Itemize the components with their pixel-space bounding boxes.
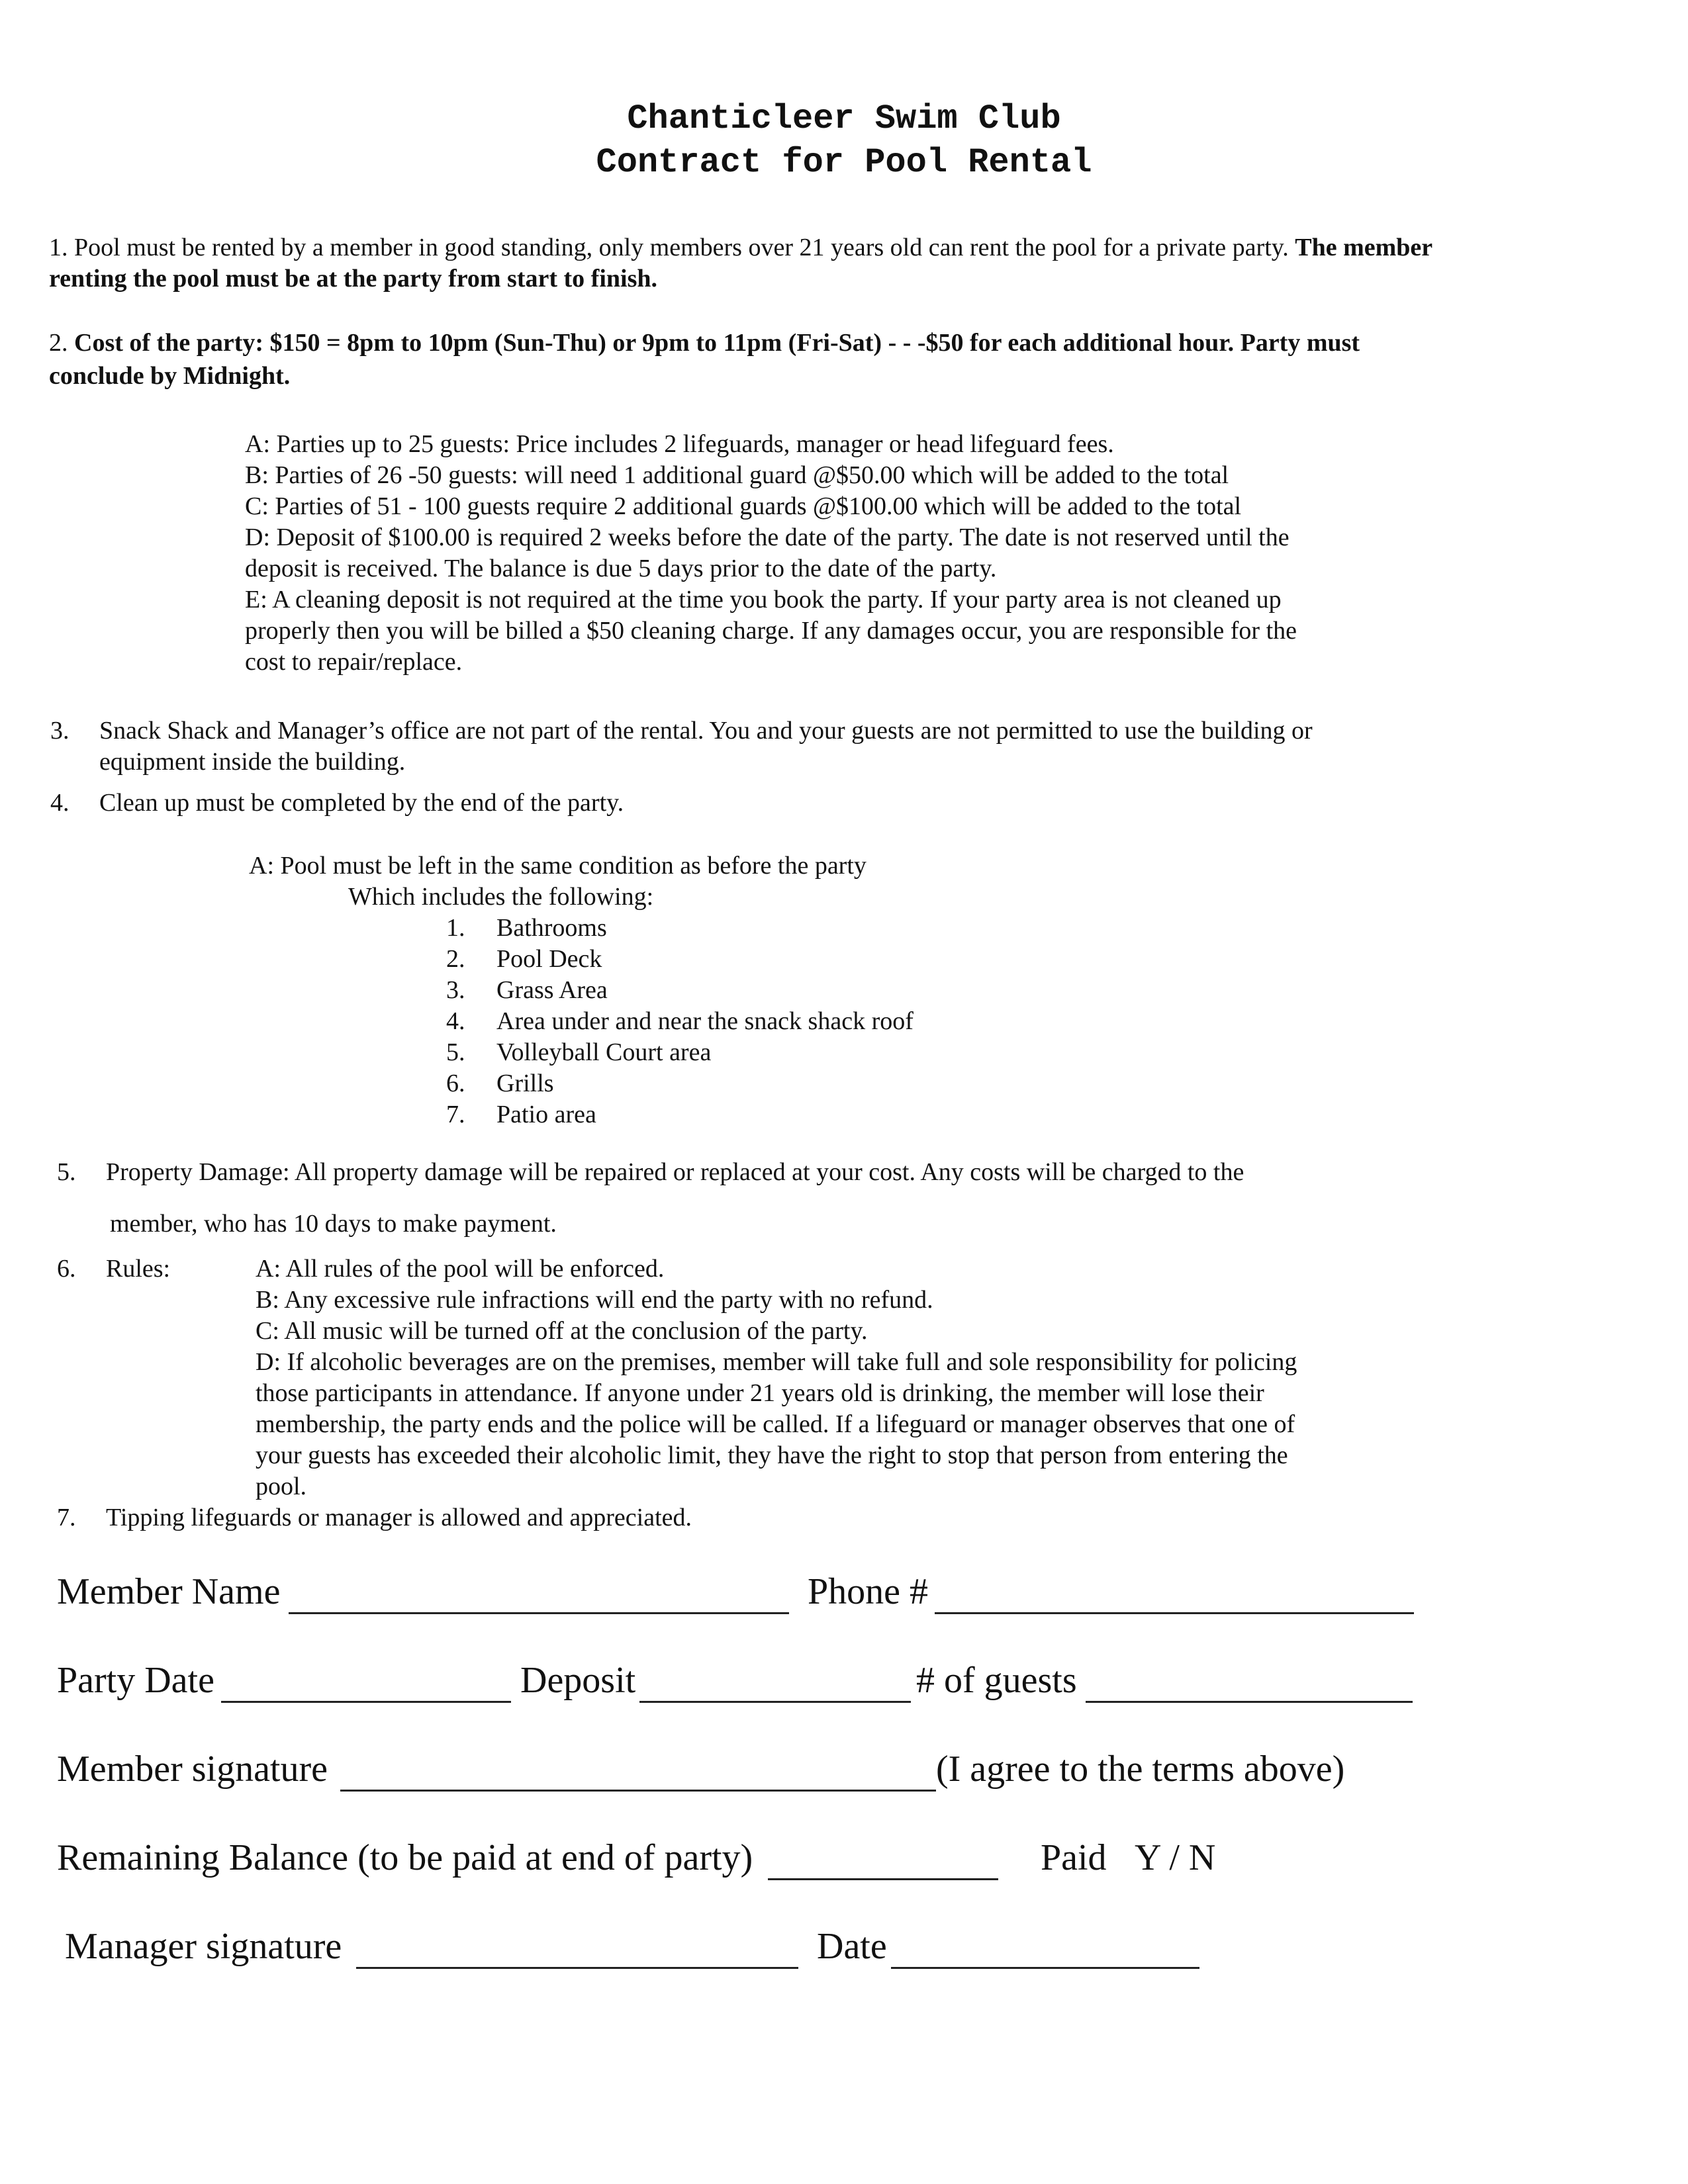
cleanup-item-2: Pool Deck [496, 945, 602, 973]
party-date-field[interactable] [221, 1701, 511, 1703]
phone-label: Phone # [808, 1571, 928, 1612]
paid-label: Paid [1041, 1837, 1107, 1878]
rule-3-number: 3. [50, 717, 70, 745]
cleanup-item-4-number: 4. [446, 1007, 465, 1035]
rule-4-number: 4. [50, 789, 70, 817]
rule-2-text: Cost of the party: $150 = 8pm to 10pm (Sun-Thu) or 9pm to 11pm (Fri-Sat) - - -$50 for each additional hour. Party must [74, 329, 1360, 357]
rule-7-text: Tipping lifeguards or manager is allowed and appreciated. [106, 1504, 692, 1531]
date-label: Date [817, 1926, 887, 1967]
cleanup-item-6-number: 6. [446, 1069, 465, 1097]
rule-2-sub-e: E: A cleaning deposit is not required at the time you book the party. If your party area is not cleaned up [245, 586, 1282, 614]
rule-2-sub-e-cont-2: cost to repair/replace. [245, 648, 463, 676]
document-subtitle: Contract for Pool Rental [596, 143, 1092, 182]
rule-1-text: 1. Pool must be rented by a member in good standing, only members over 21 years old can rent the pool for a private party. [49, 234, 1289, 261]
rule-2-line-1 [49, 327, 1360, 359]
rule-2-number: 2. [49, 329, 68, 357]
rule-2-line-2: conclude by Midnight. [49, 362, 291, 390]
member-name-label: Member Name [57, 1571, 281, 1612]
guests-label: # of guests [916, 1660, 1077, 1701]
cleanup-item-3-number: 3. [446, 976, 465, 1004]
rule-5-line-1: Property Damage: All property damage will be repaired or replaced at your cost. Any costs will be charged to the [106, 1158, 1244, 1186]
rule-5-line-2: member, who has 10 days to make payment. [110, 1210, 557, 1238]
member-signature-field[interactable] [340, 1790, 936, 1792]
rule-1-line-1 [49, 232, 1432, 263]
rule-2-sub-a: A: Parties up to 25 guests: Price includes 2 lifeguards, manager or head lifeguard fees. [245, 430, 1114, 458]
cleanup-item-3: Grass Area [496, 976, 608, 1004]
cleanup-item-4: Area under and near the snack shack roof [496, 1007, 914, 1035]
date-field[interactable] [891, 1967, 1199, 1969]
deposit-field[interactable] [639, 1701, 911, 1703]
party-date-label: Party Date [57, 1660, 214, 1701]
cleanup-item-2-number: 2. [446, 945, 465, 973]
rule-6-line-d-cont-3: your guests has exceeded their alcoholic limit, they have the right to stop that person from entering the [256, 1441, 1288, 1469]
manager-signature-label: Manager signature [65, 1926, 342, 1967]
rule-2-sub-c: C: Parties of 51 - 100 guests require 2 additional guards @$100.00 which will be added to the total [245, 492, 1242, 520]
cleanup-item-5: Volleyball Court area [496, 1038, 712, 1066]
rule-6-number: 6. [57, 1255, 76, 1283]
rule-7-number: 7. [57, 1504, 76, 1531]
rule-4-text: Clean up must be completed by the end of the party. [99, 789, 624, 817]
rule-6-line-d-cont-1: those participants in attendance. If anyone under 21 years old is drinking, the member will lose their [256, 1379, 1264, 1407]
rule-4-sub-intro: Which includes the following: [348, 883, 654, 911]
document-title: Chanticleer Swim Club [627, 99, 1061, 138]
deposit-label: Deposit [520, 1660, 636, 1701]
rule-2-sub-d: D: Deposit of $100.00 is required 2 weeks before the date of the party. The date is not reserved until the [245, 523, 1289, 551]
rule-6-line-c: C: All music will be turned off at the conclusion of the party. [256, 1317, 868, 1345]
cleanup-item-1-number: 1. [446, 914, 465, 942]
rule-3-line-2: equipment inside the building. [99, 748, 406, 776]
rule-6-line-d-cont-2: membership, the party ends and the police will be called. If a lifeguard or manager observes that one of [256, 1410, 1295, 1438]
rule-6-line-a: A: All rules of the pool will be enforced. [256, 1255, 665, 1283]
phone-field[interactable] [935, 1612, 1414, 1614]
rule-6-line-d: D: If alcoholic beverages are on the premises, member will take full and sole responsibility for policing [256, 1348, 1297, 1376]
cleanup-item-7-number: 7. [446, 1101, 465, 1128]
cleanup-item-5-number: 5. [446, 1038, 465, 1066]
rule-2-sub-d-cont: deposit is received. The balance is due 5 days prior to the date of the party. [245, 555, 997, 582]
remaining-balance-field[interactable] [768, 1878, 998, 1880]
manager-signature-field[interactable] [356, 1967, 798, 1969]
member-signature-label: Member signature [57, 1749, 328, 1790]
rule-6-label: Rules: [106, 1255, 171, 1283]
rule-6-line-d-cont-4: pool. [256, 1473, 307, 1500]
rule-4-sub-a: A: Pool must be left in the same condition as before the party [249, 852, 867, 880]
rule-2-sub-b: B: Parties of 26 -50 guests: will need 1 additional guard @$50.00 which will be added to the total [245, 461, 1229, 489]
agree-terms-text: (I agree to the terms above) [936, 1749, 1345, 1790]
rule-1-line-2: renting the pool must be at the party from start to finish. [49, 265, 657, 293]
cleanup-item-7: Patio area [496, 1101, 596, 1128]
remaining-balance-label: Remaining Balance (to be paid at end of party) [57, 1837, 753, 1878]
rule-2-sub-e-cont-1: properly then you will be billed a $50 cleaning charge. If any damages occur, you are responsible for the [245, 617, 1297, 645]
member-name-field[interactable] [289, 1612, 789, 1614]
rule-3-line-1: Snack Shack and Manager’s office are not part of the rental. You and your guests are not permitted to use the building or [99, 717, 1313, 745]
paid-yes-no-options[interactable]: Y / N [1135, 1837, 1216, 1878]
rule-1-bold-a: The member [1295, 234, 1433, 261]
rule-5-number: 5. [57, 1158, 76, 1186]
guests-field[interactable] [1086, 1701, 1413, 1703]
cleanup-item-6: Grills [496, 1069, 554, 1097]
cleanup-item-1: Bathrooms [496, 914, 607, 942]
rule-6-line-b: B: Any excessive rule infractions will end the party with no refund. [256, 1286, 933, 1314]
